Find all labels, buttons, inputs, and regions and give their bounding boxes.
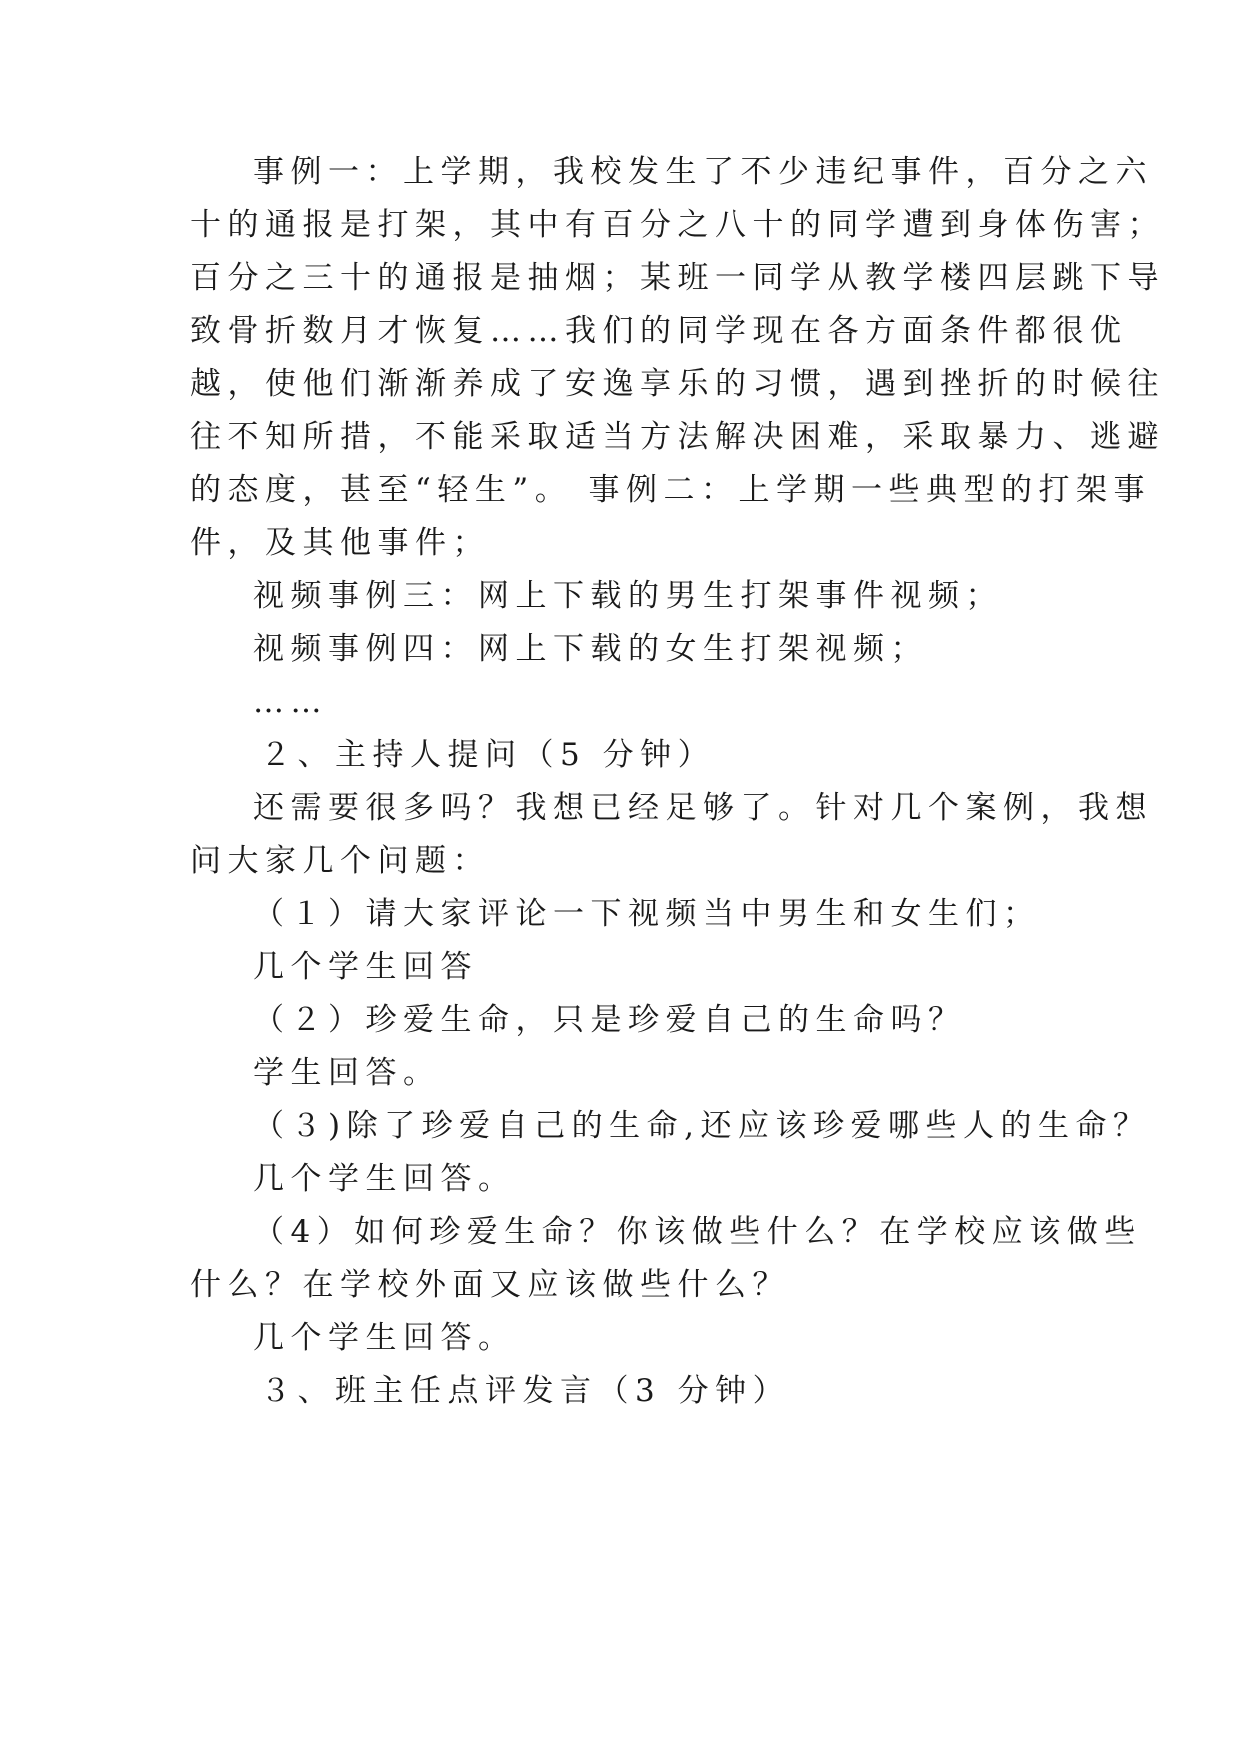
paragraph-line: 问大家几个问题： [190, 843, 490, 879]
paragraph-line: 往不知所措，不能采取适当方法解决困难，采取暴力、逃避 [190, 419, 1165, 455]
answer-line: 几个学生回答。 [253, 1320, 516, 1356]
answer-line: 学生回答。 [253, 1055, 441, 1091]
paragraph-line: 件，及其他事件； [190, 525, 490, 561]
paragraph-line: 致骨折数月才恢复……我们的同学现在各方面条件都很优 [190, 313, 1128, 349]
question-line: （１）请大家评论一下视频当中男生和女生们； [253, 896, 1041, 932]
paragraph-line: 事例一：上学期，我校发生了不少违纪事件，百分之六 [253, 154, 1153, 190]
paragraph-line: 百分之三十的通报是抽烟；某班一同学从教学楼四层跳下导 [190, 260, 1165, 296]
paragraph-line: 十的通报是打架，其中有百分之八十的同学遭到身体伤害； [190, 207, 1165, 243]
paragraph-line: 视频事例四：网上下载的女生打架视频； [253, 631, 928, 667]
question-line: （２）珍爱生命，只是珍爱自己的生命吗？ [253, 1002, 966, 1038]
section-heading: ３、班主任点评发言（3 分钟） [260, 1373, 791, 1409]
ellipsis-line: …… [253, 684, 328, 720]
paragraph-line: 还需要很多吗？我想已经足够了。针对几个案例，我想 [253, 790, 1153, 826]
paragraph-line: 的态度，甚至“轻生”。 事例二：上学期一些典型的打架事 [190, 472, 1152, 508]
paragraph-line: 越，使他们渐渐养成了安逸享乐的习惯，遇到挫折的时候往 [190, 366, 1165, 402]
answer-line: 几个学生回答 [253, 949, 478, 985]
section-heading: ２、主持人提问（5 分钟） [260, 737, 716, 773]
question-line: （4）如何珍爱生命？你该做些什么？在学校应该做些 [253, 1214, 1142, 1250]
answer-line: 几个学生回答。 [253, 1161, 516, 1197]
question-line: （３)除了珍爱自己的生命,还应该珍爱哪些人的生命？ [253, 1108, 1151, 1144]
paragraph-line: 视频事例三：网上下载的男生打架事件视频； [253, 578, 1003, 614]
question-line: 什么？在学校外面又应该做些什么？ [190, 1267, 790, 1303]
